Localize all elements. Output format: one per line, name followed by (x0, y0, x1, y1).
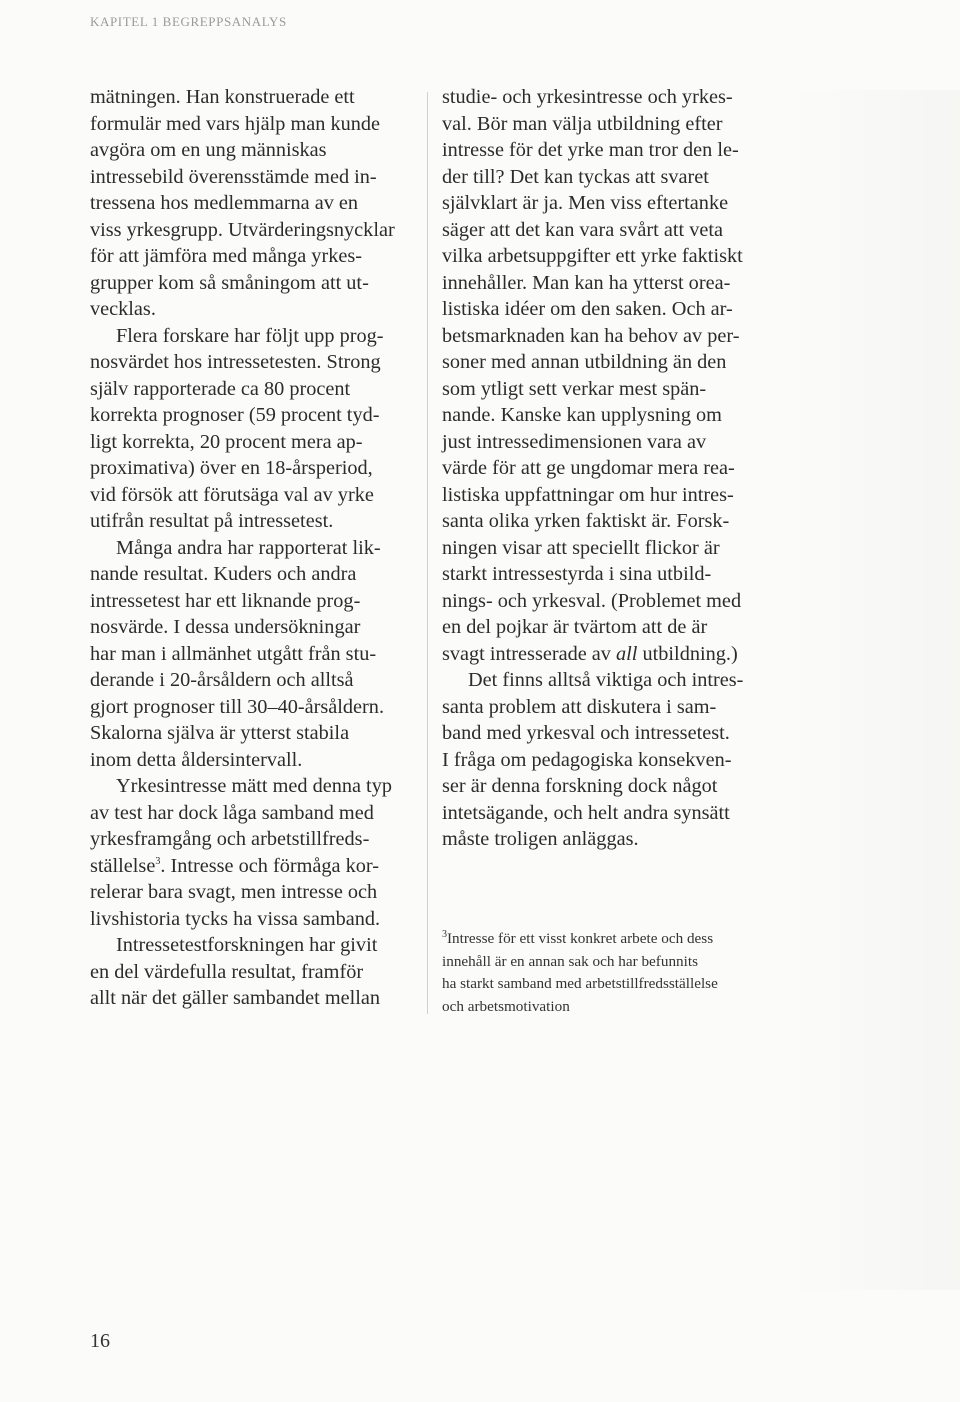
footnote-reference: 3 (155, 855, 161, 867)
paragraph: Många andra har rapporterat lik- nande resultat. Kuders och andra intressetest har ett liknande prog- nosvärde. I dessa undersökningar har man i allmänhet utgått från stu- derande i 20-årsåldern och alltså gjort prognoser till 30–40-årsåldern. Skalorna själva är ytterst stabila inom detta åldersintervall. (90, 536, 385, 771)
page-number: 16 (90, 1330, 110, 1352)
paragraph: mätningen. Han konstruerade ett formulär med vars hjälp man kunde avgöra om en ung människas intressebild överensstämde med in- tressena hos medlemmarna av en viss yrkesgrupp. Utvärderingsnycklar för att jämföra med många yrkes- grupper kom så småningom att ut- vecklas. (90, 86, 395, 320)
paragraph: Flera forskare har följt upp prog- nosvärdet hos intressetesten. Strong själv rapporterade ca 80 procent korrekta prognoser (59 procent tyd- ligt korrekta, 20 procent mera ap- proximativa) över en 18-årsperiod, vid försök att förutsäga val av yrke utifrån resultat på intressetest. (90, 324, 384, 532)
paragraph-text: Yrkesintresse mätt med denna typ av test har dock låga samband med yrkesframgång och arbetstillfreds- ställelse (90, 775, 392, 877)
right-column (442, 84, 772, 853)
page-bleed-through (790, 90, 960, 1290)
left-column (90, 84, 420, 1012)
paragraph (442, 84, 772, 667)
paragraph: Intressetestforskningen har givit en del värdefulla resultat, framför allt när det gäller sambandet mellan (90, 934, 381, 1009)
paragraph-text: . Intresse och förmåga kor- relerar bara svagt, men intresse och livshistoria tycks ha vissa samband. (90, 854, 381, 930)
running-head: KAPITEL 1 BEGREPPSANALYS (90, 14, 287, 29)
footnote-marker: 3 (442, 928, 447, 940)
paragraph (90, 773, 420, 932)
paragraph: Det finns alltså viktiga och intres- santa problem att diskutera i sam- band med yrkesval och intressetest. I fråga om pedagogiska konsekven- ser är denna forskning dock något intetsägande, och helt andra synsätt måste troligen anläggas. (442, 669, 744, 850)
footnote-text: Intresse för ett visst konkret arbete och dess innehåll är en annan sak och har befunnits ha starkt samband med arbetstillfredsställelse och arbetsmotivation (442, 930, 718, 1015)
paragraph-text: studie- och yrkesintresse och yrkes- val. Bör man välja utbildning efter intresse för det yrke man tror den le- der till? Det kan tyckas att svaret självklart är ja. Men viss eftertanke säger att det kan vara svårt att veta vilka arbetsuppgifter ett yrke faktiskt innehåller. Man kan ha ytterst orea- listiska idéer om den saken. Och ar- betsmarknaden kan ha behov av per- soner med annan utbildning än den som ytligt sett verkar mest spän- nande. Kanske kan upplysning om just intressedimensionen vara av värde för att ge ungdomar mera rea- listiska uppfattningar om hur intres- santa olika yrken faktiskt är. Forsk- ningen visar att speciellt flickor är starkt intressestyrda i sina utbild- nings- och yrkesval. (Problemet med en del pojkar är tvärtom att de är svagt intresserade av (442, 86, 743, 665)
emphasis-text: all (616, 642, 638, 665)
paragraph-text: utbildning.) (637, 642, 738, 665)
footnote (442, 928, 772, 1018)
column-rule (427, 92, 428, 1014)
